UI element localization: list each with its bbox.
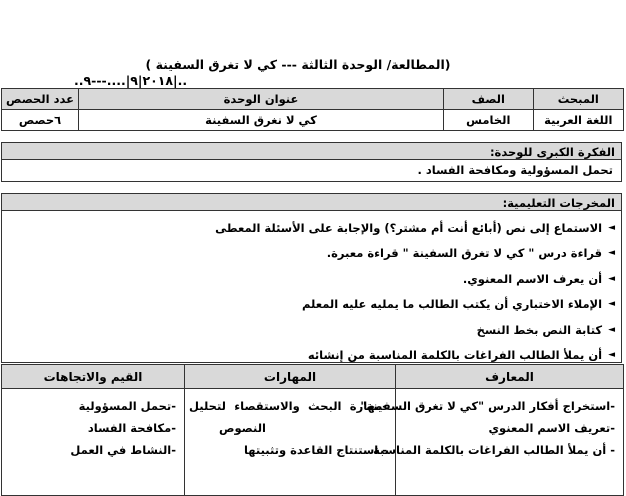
- unit-info-header-row: [2, 89, 624, 110]
- outcomes-header: المخرجات التعليمية:: [1, 193, 622, 211]
- values-cell: [2, 389, 185, 496]
- list-item: ◄ أن يملأ الطالب الفراغات بالكلمة المناسبة من إنشائه: [2, 343, 615, 369]
- sessions-value: ٦حصص: [2, 110, 79, 131]
- unit-info-table: [1, 88, 624, 131]
- list-item: ◄ كتابة النص بخط النسخ: [2, 317, 615, 343]
- knowledge-list: [360, 395, 615, 461]
- bullet-arrow-icon: ◄: [608, 273, 615, 284]
- list-item: -تحمل المسؤولية: [78, 399, 176, 413]
- list-item: -النشاط في العمل: [70, 443, 176, 457]
- unit-title: (المطالعة/ الوحدة الثالثة --- كي لا تغرق السفينة ): [145, 57, 451, 72]
- document-heading: [68, 58, 528, 88]
- list-item: -مهارة البحث والاستقصاء لتحليل: [189, 399, 387, 413]
- knowledge-cell: [360, 389, 624, 496]
- list-item: ◄ الاستماع إلى نص (أبائع أنت أم مشتر؟) والإجابة على الأسئلة المعطى: [2, 215, 615, 241]
- list-item: - استنتاج القاعدة وتثبيتها: [243, 443, 387, 457]
- list-item: -تعريف الاسم المعنوي: [488, 421, 615, 435]
- subject-header: المبحث: [533, 89, 623, 110]
- big-idea-header: الفكرة الكبرى للوحدة:: [1, 142, 622, 160]
- outcomes-box: [1, 211, 622, 363]
- list-item: -مكافحة الفساد: [87, 421, 176, 435]
- bullet-arrow-icon: ◄: [608, 350, 615, 361]
- list-item: -استخراج أفكار الدرس "كي لا تغرق السفينة": [360, 399, 615, 413]
- bullet-arrow-icon: ◄: [608, 222, 615, 233]
- skills-header: المهارات: [185, 365, 396, 389]
- unit-title-header: عنوان الوحدة: [78, 89, 443, 110]
- list-item: ◄ أن يعرف الاسم المعنوي.: [2, 266, 615, 292]
- list-item: - أن يملأ الطالب الفراغات بالكلمة المناسبة: [373, 443, 615, 457]
- list-item: ◄ الإملاء الاختباري أن يكتب الطالب ما يمليه عليه المعلم: [2, 292, 615, 318]
- bullet-arrow-icon: ◄: [608, 299, 615, 310]
- values-list: [6, 395, 176, 461]
- bullet-arrow-icon: ◄: [608, 248, 615, 259]
- date-line: ..٢٠١٨|٩|....---٩|..: [74, 73, 188, 88]
- grade-value: الخامس: [444, 110, 534, 131]
- sessions-header: عدد الحصص: [2, 89, 79, 110]
- bullet-arrow-icon: ◄: [608, 324, 615, 335]
- tri-body-row: [2, 389, 624, 496]
- skills-cell: [185, 389, 396, 496]
- big-idea-text: تحمل المسؤولية ومكافحة الفساد .: [1, 160, 622, 182]
- unit-title-value: كي لا نغرق السفينة: [78, 110, 443, 131]
- knowledge-skills-values-table: [1, 364, 624, 496]
- grade-header: الصف: [444, 89, 534, 110]
- tri-header-row: [2, 365, 624, 389]
- values-header: القيم والاتجاهات: [2, 365, 185, 389]
- knowledge-header: المعارف: [396, 365, 624, 389]
- subject-value: اللغة العربية: [533, 110, 623, 131]
- unit-info-value-row: [2, 110, 624, 131]
- list-item: ◄ قراءة درس " كي لا تغرق السفينة " قراءة معبرة.: [2, 241, 615, 267]
- outcomes-list: [2, 211, 621, 368]
- list-item-continuation: النصوص: [219, 421, 266, 435]
